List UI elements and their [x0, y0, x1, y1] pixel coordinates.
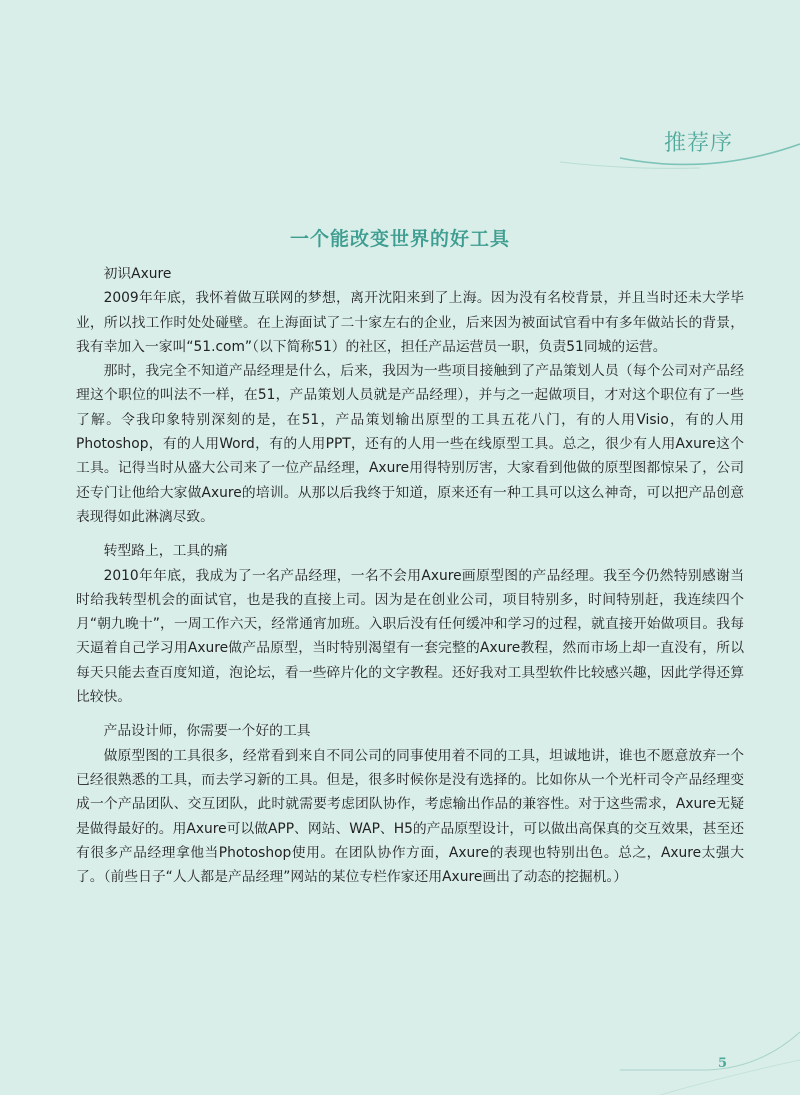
section-good-tool	[76, 719, 744, 889]
article-body	[76, 262, 744, 889]
footer-line-decoration	[620, 1030, 800, 1095]
section-heading: 转型路上，工具的痛	[103, 543, 228, 560]
paragraph: 2010年年底，我成为了一名产品经理，一名不会用Axure画原型图的产品经理。我至今仍然特别感谢当时给我转型机会的面试官，也是我的直接上司。因为是在创业公司，项目特别多，时间特别赶，我连续四个月“朝九晚十”，一周工作六天，经常通宵加班。入职后没有任何缓冲和学习的过程，就直接开始做项目。我每天逼着自己学习用Axure做产品原型，当时特别渴望有一套完整的Axure教程，然而市场上却一直没有，所以每天只能去查百度知道，泡论坛，看一些碎片化的文字教程。还好我对工具型软件比较感兴趣，因此学得还算比较快。	[76, 567, 744, 706]
header-title: 推荐序	[664, 131, 734, 156]
section-transition	[76, 539, 744, 709]
section-first-axure	[76, 262, 744, 529]
paragraph: 2009年年底，我怀着做互联网的梦想，离开沈阳来到了上海。因为没有名校背景，并且当时还未大学毕业，所以找工作时处处碰壁。在上海面试了二十家左右的企业，后来因为被面试官看中有多年做站长的背景，我有幸加入一家叫“51.com”（以下简称51）的社区，担任产品运营员一职，负责51同城的运营。	[76, 290, 744, 355]
article-title: 一个能改变世界的好工具	[289, 228, 510, 250]
header-swoosh-decoration	[560, 140, 800, 180]
paragraph: 那时，我完全不知道产品经理是什么，后来，我因为一些项目接触到了产品策划人员（每个公司对产品经理这个职位的叫法不一样，在51，产品策划人员就是产品经理），并与之一起做项目，才对这个职位有了一些了解。令我印象特别深刻的是，在51，产品策划输出原型的工具五花八门，有的人用Visio，有的人用Photoshop，有的人用Word，有的人用PPT，还有的人用一些在线原型工具。总之，很少有人用Axure这个工具。记得当时从盛大公司来了一位产品经理，Axure用得特别厉害，大家看到他做的原型图都惊呆了，公司还专门让他给大家做Axure的培训。从那以后我终于知道，原来还有一种工具可以这么神奇，可以把产品创意表现得如此淋漓尽致。	[76, 363, 744, 525]
paragraph: 做原型图的工具很多，经常看到来自不同公司的同事使用着不同的工具，坦诚地讲，谁也不愿意放弃一个已经很熟悉的工具，而去学习新的工具。但是，很多时候你是没有选择的。比如你从一个光杆司令产品经理变成一个产品团队、交互团队，此时就需要考虑团队协作，考虑输出作品的兼容性。对于这些需求，Axure无疑是做得最好的。用Axure可以做APP、网站、WAP、H5的产品原型设计，可以做出高保真的交互效果，甚至还有很多产品经理拿他当Photoshop使用。在团队协作方面，Axure的表现也特别出色。总之，Axure太强大了。（前些日子“人人都是产品经理”网站的某位专栏作家还用Axure画出了动态的挖掘机。）	[76, 747, 744, 886]
page-number: 5	[718, 1056, 728, 1071]
section-heading: 初识Axure	[103, 266, 172, 282]
section-heading: 产品设计师，你需要一个好的工具	[103, 723, 311, 740]
